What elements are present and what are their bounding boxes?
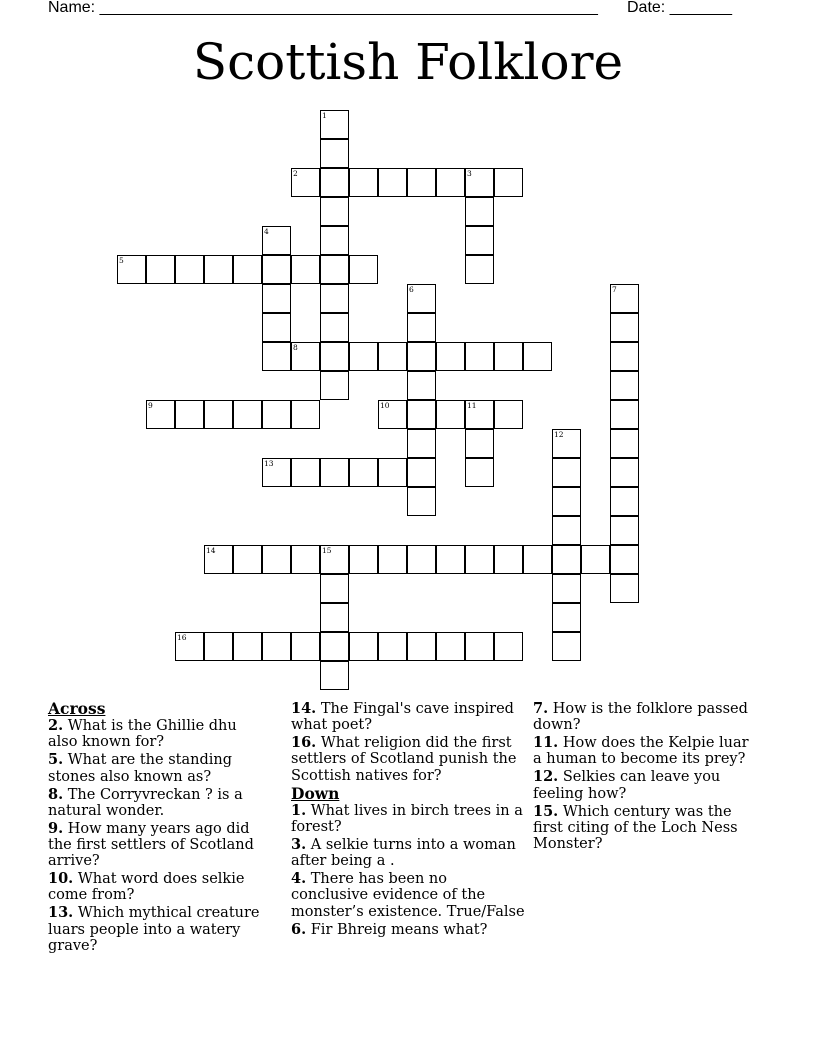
grid-cell[interactable]	[494, 545, 523, 574]
grid-cell[interactable]	[291, 545, 320, 574]
grid-cell[interactable]	[349, 632, 378, 661]
grid-cell[interactable]	[407, 545, 436, 574]
grid-cell[interactable]	[436, 342, 465, 371]
clue-across-2: 2. What is the Ghillie dhu also known for?	[48, 717, 237, 751]
clue-across-14: 14. The Fingal's cave inspired what poet?	[291, 700, 514, 734]
grid-cell[interactable]	[494, 400, 523, 429]
grid-cell[interactable]	[204, 632, 233, 661]
grid-cell[interactable]	[465, 429, 494, 458]
grid-cell[interactable]	[610, 371, 639, 400]
grid-cell[interactable]	[610, 574, 639, 603]
grid-cell[interactable]	[552, 632, 581, 661]
date-field[interactable]: Date: _______	[627, 0, 732, 16]
grid-cell[interactable]	[407, 632, 436, 661]
grid-cell[interactable]	[349, 458, 378, 487]
grid-cell[interactable]	[291, 458, 320, 487]
grid-cell[interactable]	[320, 632, 349, 661]
clue-across-5: 5. What are the standing stones also known as?	[48, 751, 232, 785]
cell-number: 14	[206, 546, 216, 555]
grid-cell[interactable]	[320, 342, 349, 371]
grid-cell[interactable]	[465, 545, 494, 574]
cell-number: 10	[380, 401, 390, 410]
grid-cell[interactable]	[320, 110, 349, 139]
grid-cell[interactable]	[233, 545, 262, 574]
cell-number: 4	[264, 227, 269, 236]
down-heading: Down	[291, 783, 340, 803]
clues-column-2	[291, 701, 527, 940]
grid-cell[interactable]	[320, 661, 349, 690]
grid-cell[interactable]	[610, 400, 639, 429]
cell-number: 12	[554, 430, 564, 439]
grid-cell[interactable]	[407, 284, 436, 313]
grid-cell[interactable]	[436, 400, 465, 429]
grid-cell[interactable]	[407, 168, 436, 197]
grid-cell[interactable]	[262, 458, 291, 487]
grid-cell[interactable]	[349, 255, 378, 284]
cell-number: 13	[264, 459, 274, 468]
grid-cell[interactable]	[233, 632, 262, 661]
grid-cell[interactable]	[610, 545, 639, 574]
cell-number: 6	[409, 285, 414, 294]
grid-cell[interactable]	[494, 632, 523, 661]
clue-down-7: 7. How is the folklore passed down?	[533, 700, 748, 734]
grid-cell[interactable]	[465, 168, 494, 197]
grid-cell[interactable]	[378, 342, 407, 371]
grid-cell[interactable]	[378, 545, 407, 574]
grid-cell[interactable]	[610, 516, 639, 545]
grid-cell[interactable]	[320, 139, 349, 168]
grid-cell[interactable]	[378, 458, 407, 487]
grid-cell[interactable]	[610, 284, 639, 313]
grid-cell[interactable]	[320, 197, 349, 226]
grid-cell[interactable]	[320, 255, 349, 284]
grid-cell[interactable]	[523, 545, 552, 574]
name-field[interactable]: Name: ________________________________________________________	[48, 0, 598, 16]
grid-cell[interactable]	[320, 284, 349, 313]
grid-cell[interactable]	[465, 226, 494, 255]
grid-cell[interactable]	[320, 168, 349, 197]
grid-cell[interactable]	[233, 255, 262, 284]
grid-cell[interactable]	[175, 400, 204, 429]
cell-number: 15	[322, 546, 332, 555]
grid-cell[interactable]	[436, 545, 465, 574]
grid-cell[interactable]	[407, 400, 436, 429]
grid-cell[interactable]	[204, 255, 233, 284]
puzzle-title: Scottish Folklore	[192, 33, 624, 91]
grid-cell[interactable]	[465, 632, 494, 661]
cell-number: 5	[119, 256, 124, 265]
grid-cell[interactable]	[320, 371, 349, 400]
clue-across-16: 16. What religion did the first settlers of Scotland punish the Scottish natives for?	[291, 734, 517, 784]
grid-cell[interactable]	[436, 168, 465, 197]
grid-cell[interactable]	[610, 487, 639, 516]
grid-cell[interactable]	[552, 603, 581, 632]
grid-cell[interactable]	[262, 284, 291, 313]
clue-across-10: 10. What word does selkie come from?	[48, 870, 245, 904]
grid-cell[interactable]	[320, 226, 349, 255]
grid-cell[interactable]	[465, 400, 494, 429]
grid-cell[interactable]	[175, 255, 204, 284]
clue-down-11: 11. How does the Kelpie luar a human to become its prey?	[533, 734, 749, 768]
grid-cell[interactable]	[233, 400, 262, 429]
grid-cell[interactable]	[552, 545, 581, 574]
grid-cell[interactable]	[407, 371, 436, 400]
grid-cell[interactable]	[610, 313, 639, 342]
grid-cell[interactable]	[349, 342, 378, 371]
clues-column-1	[48, 701, 268, 956]
grid-cell[interactable]	[523, 342, 552, 371]
grid-cell[interactable]	[465, 342, 494, 371]
grid-cell[interactable]	[407, 429, 436, 458]
clues-column-3	[533, 701, 753, 854]
grid-cell[interactable]	[146, 400, 175, 429]
across-heading: Across	[48, 699, 106, 718]
grid-cell[interactable]	[262, 400, 291, 429]
grid-cell[interactable]	[378, 400, 407, 429]
grid-cell[interactable]	[610, 429, 639, 458]
grid-cell[interactable]	[117, 255, 146, 284]
clue-across-8: 8. The Corryvreckan ? is a natural wonder.	[48, 785, 243, 819]
grid-cell[interactable]	[262, 342, 291, 371]
grid-cell[interactable]	[204, 400, 233, 429]
grid-cell[interactable]	[349, 168, 378, 197]
grid-cell[interactable]	[465, 458, 494, 487]
clue-down-12: 12. Selkies can leave you feeling how?	[533, 768, 721, 802]
clue-down-3: 3. A selkie turns into a woman after being a .	[291, 836, 516, 870]
grid-cell[interactable]	[494, 168, 523, 197]
grid-cell[interactable]	[465, 197, 494, 226]
grid-cell[interactable]	[291, 400, 320, 429]
grid-cell[interactable]	[291, 255, 320, 284]
clue-down-1: 1. What lives in birch trees in a forest?	[291, 801, 523, 836]
cell-number: 1	[322, 111, 327, 120]
grid-cell[interactable]	[378, 632, 407, 661]
grid-cell[interactable]	[291, 168, 320, 197]
clue-down-4: 4. There has been no conclusive evidence of the monster’s existence. True/False	[291, 870, 525, 920]
grid-cell[interactable]	[465, 255, 494, 284]
grid-cell[interactable]	[262, 545, 291, 574]
grid-cell[interactable]	[407, 313, 436, 342]
grid-cell[interactable]	[436, 632, 465, 661]
grid-cell[interactable]	[291, 342, 320, 371]
grid-cell[interactable]	[262, 255, 291, 284]
clue-down-15: 15. Which century was the first citing of the Loch Ness Monster?	[533, 802, 738, 853]
grid-cell[interactable]	[610, 458, 639, 487]
grid-cell[interactable]	[407, 342, 436, 371]
grid-cell[interactable]	[291, 632, 320, 661]
clue-across-13: 13. Which mythical creature luars people into a watery grave?	[48, 904, 260, 954]
grid-cell[interactable]	[320, 313, 349, 342]
grid-cell[interactable]	[262, 226, 291, 255]
grid-cell[interactable]	[552, 429, 581, 458]
cell-number: 16	[177, 633, 187, 642]
grid-cell[interactable]	[552, 487, 581, 516]
grid-cell[interactable]	[262, 632, 291, 661]
grid-cell[interactable]	[146, 255, 175, 284]
cell-number: 7	[612, 285, 617, 294]
grid-cell[interactable]	[175, 632, 204, 661]
grid-cell[interactable]	[407, 458, 436, 487]
grid-cell[interactable]	[610, 342, 639, 371]
clue-down-6: 6. Fir Bhreig means what?	[291, 920, 488, 938]
cell-number: 3	[467, 169, 472, 178]
grid-cell[interactable]	[552, 516, 581, 545]
grid-cell[interactable]	[204, 545, 233, 574]
clue-across-9: 9. How many years ago did the first settlers of Scotland arrive?	[48, 819, 254, 870]
grid-cell[interactable]	[320, 574, 349, 603]
grid-cell[interactable]	[494, 342, 523, 371]
cell-number: 9	[148, 401, 153, 410]
grid-cell[interactable]	[552, 574, 581, 603]
grid-cell[interactable]	[378, 168, 407, 197]
cell-number: 8	[293, 343, 298, 352]
grid-cell[interactable]	[320, 545, 349, 574]
cell-number: 2	[293, 169, 298, 178]
grid-cell[interactable]	[262, 313, 291, 342]
grid-cell[interactable]	[349, 545, 378, 574]
grid-cell[interactable]	[552, 458, 581, 487]
grid-cell[interactable]	[407, 487, 436, 516]
cell-number: 11	[467, 401, 477, 410]
grid-cell[interactable]	[581, 545, 610, 574]
grid-cell[interactable]	[320, 603, 349, 632]
grid-cell[interactable]	[320, 458, 349, 487]
